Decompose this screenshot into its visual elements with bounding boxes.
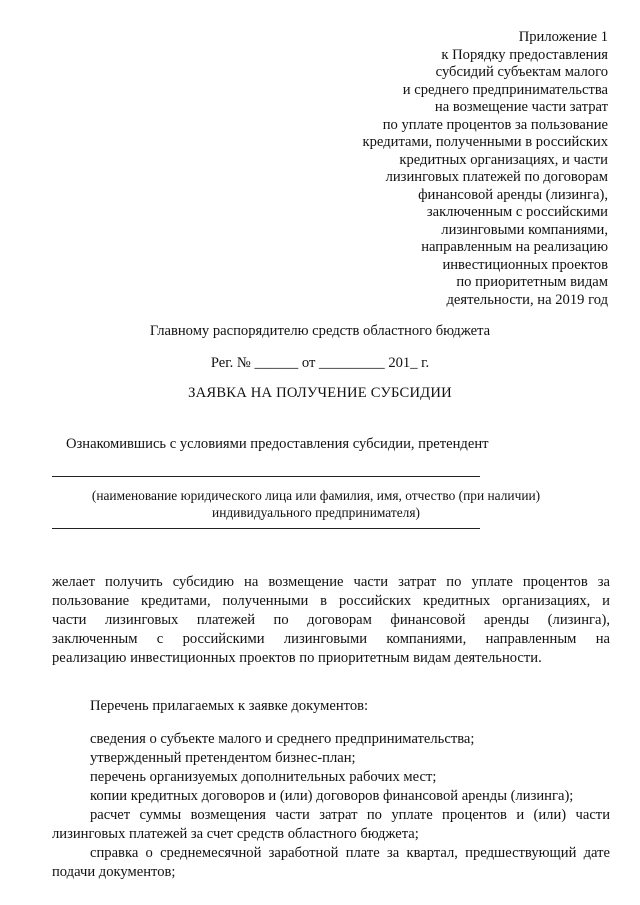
request-line: пользование кредитами, полученными в российских кредитных организациях, и bbox=[52, 593, 610, 609]
request-line: желает получить субсидию на возмещение части затрат по уплате процентов за bbox=[52, 574, 610, 590]
document-item-continuation: лизинговых платежей за счет средств областного бюджета; bbox=[52, 826, 419, 842]
document-item: справка о среднемесячной заработной плате за квартал, предшествующий дате bbox=[90, 845, 610, 861]
appendix-line: субсидий субъектам малого bbox=[435, 64, 608, 80]
request-line: части лизинговых платежей по договорам финансовой аренды (лизинга), bbox=[52, 612, 610, 628]
appendix-line: Приложение 1 bbox=[518, 29, 608, 45]
document-item: копии кредитных договоров и (или) договоров финансовой аренды (лизинга); bbox=[90, 788, 574, 804]
addressee: Главному распорядителю средств областного бюджета bbox=[149, 323, 491, 339]
request-line: реализацию инвестиционных проектов по приоритетным видам деятельности. bbox=[52, 650, 542, 666]
appendix-line: кредитами, полученными в российских bbox=[362, 134, 608, 150]
documents-heading: Перечень прилагаемых к заявке документов: bbox=[90, 698, 369, 714]
appendix-line: инвестиционных проектов bbox=[442, 256, 608, 273]
document-item-continuation: подачи документов; bbox=[52, 864, 176, 880]
document-title: ЗАЯВКА НА ПОЛУЧЕНИЕ СУБСИДИИ bbox=[188, 385, 452, 401]
appendix-line: направленным на реализацию bbox=[421, 239, 608, 255]
appendix-block bbox=[268, 29, 608, 309]
registration-line: Рег. № ______ от _________ 201_ г. bbox=[210, 355, 430, 371]
applicant-caption-1: (наименование юридического лица или фамилия, имя, отчество (при наличии) bbox=[91, 488, 541, 503]
documents-list bbox=[52, 697, 610, 882]
applicant-caption-2: индивидуального предпринимателя) bbox=[212, 505, 420, 520]
appendix-line: деятельности, на 2019 год bbox=[446, 291, 608, 308]
document-item: перечень организуемых дополнительных рабочих мест; bbox=[90, 769, 437, 785]
document-item: расчет суммы возмещения части затрат по уплате процентов и (или) части bbox=[90, 807, 610, 823]
request-line: заключенным с российскими лизинговыми компаниями, направленным на bbox=[52, 631, 610, 647]
document-item: сведения о субъекте малого и среднего предпринимательства; bbox=[90, 731, 475, 747]
appendix-line: по уплате процентов за пользование bbox=[382, 116, 608, 133]
appendix-line: к Порядку предоставления bbox=[441, 46, 608, 63]
appendix-line: финансовой аренды (лизинга), bbox=[418, 186, 608, 203]
applicant-name-rule bbox=[52, 476, 480, 477]
request-paragraph bbox=[52, 573, 610, 668]
intro-line: Ознакомившись с условиями предоставления субсидии, претендент bbox=[66, 436, 489, 452]
appendix-line: по приоритетным видам bbox=[456, 274, 608, 290]
appendix-line: кредитных организациях, и части bbox=[399, 151, 608, 168]
appendix-line: лизинговыми компаниями, bbox=[441, 221, 608, 238]
applicant-name-rule-2 bbox=[52, 528, 480, 529]
appendix-line: и среднего предпринимательства bbox=[402, 81, 608, 98]
document-item: утвержденный претендентом бизнес-план; bbox=[90, 750, 356, 766]
appendix-line: на возмещение части затрат bbox=[434, 99, 608, 115]
appendix-line: заключенным с российскими bbox=[426, 204, 608, 220]
appendix-line: лизинговых платежей по договорам bbox=[385, 169, 608, 185]
